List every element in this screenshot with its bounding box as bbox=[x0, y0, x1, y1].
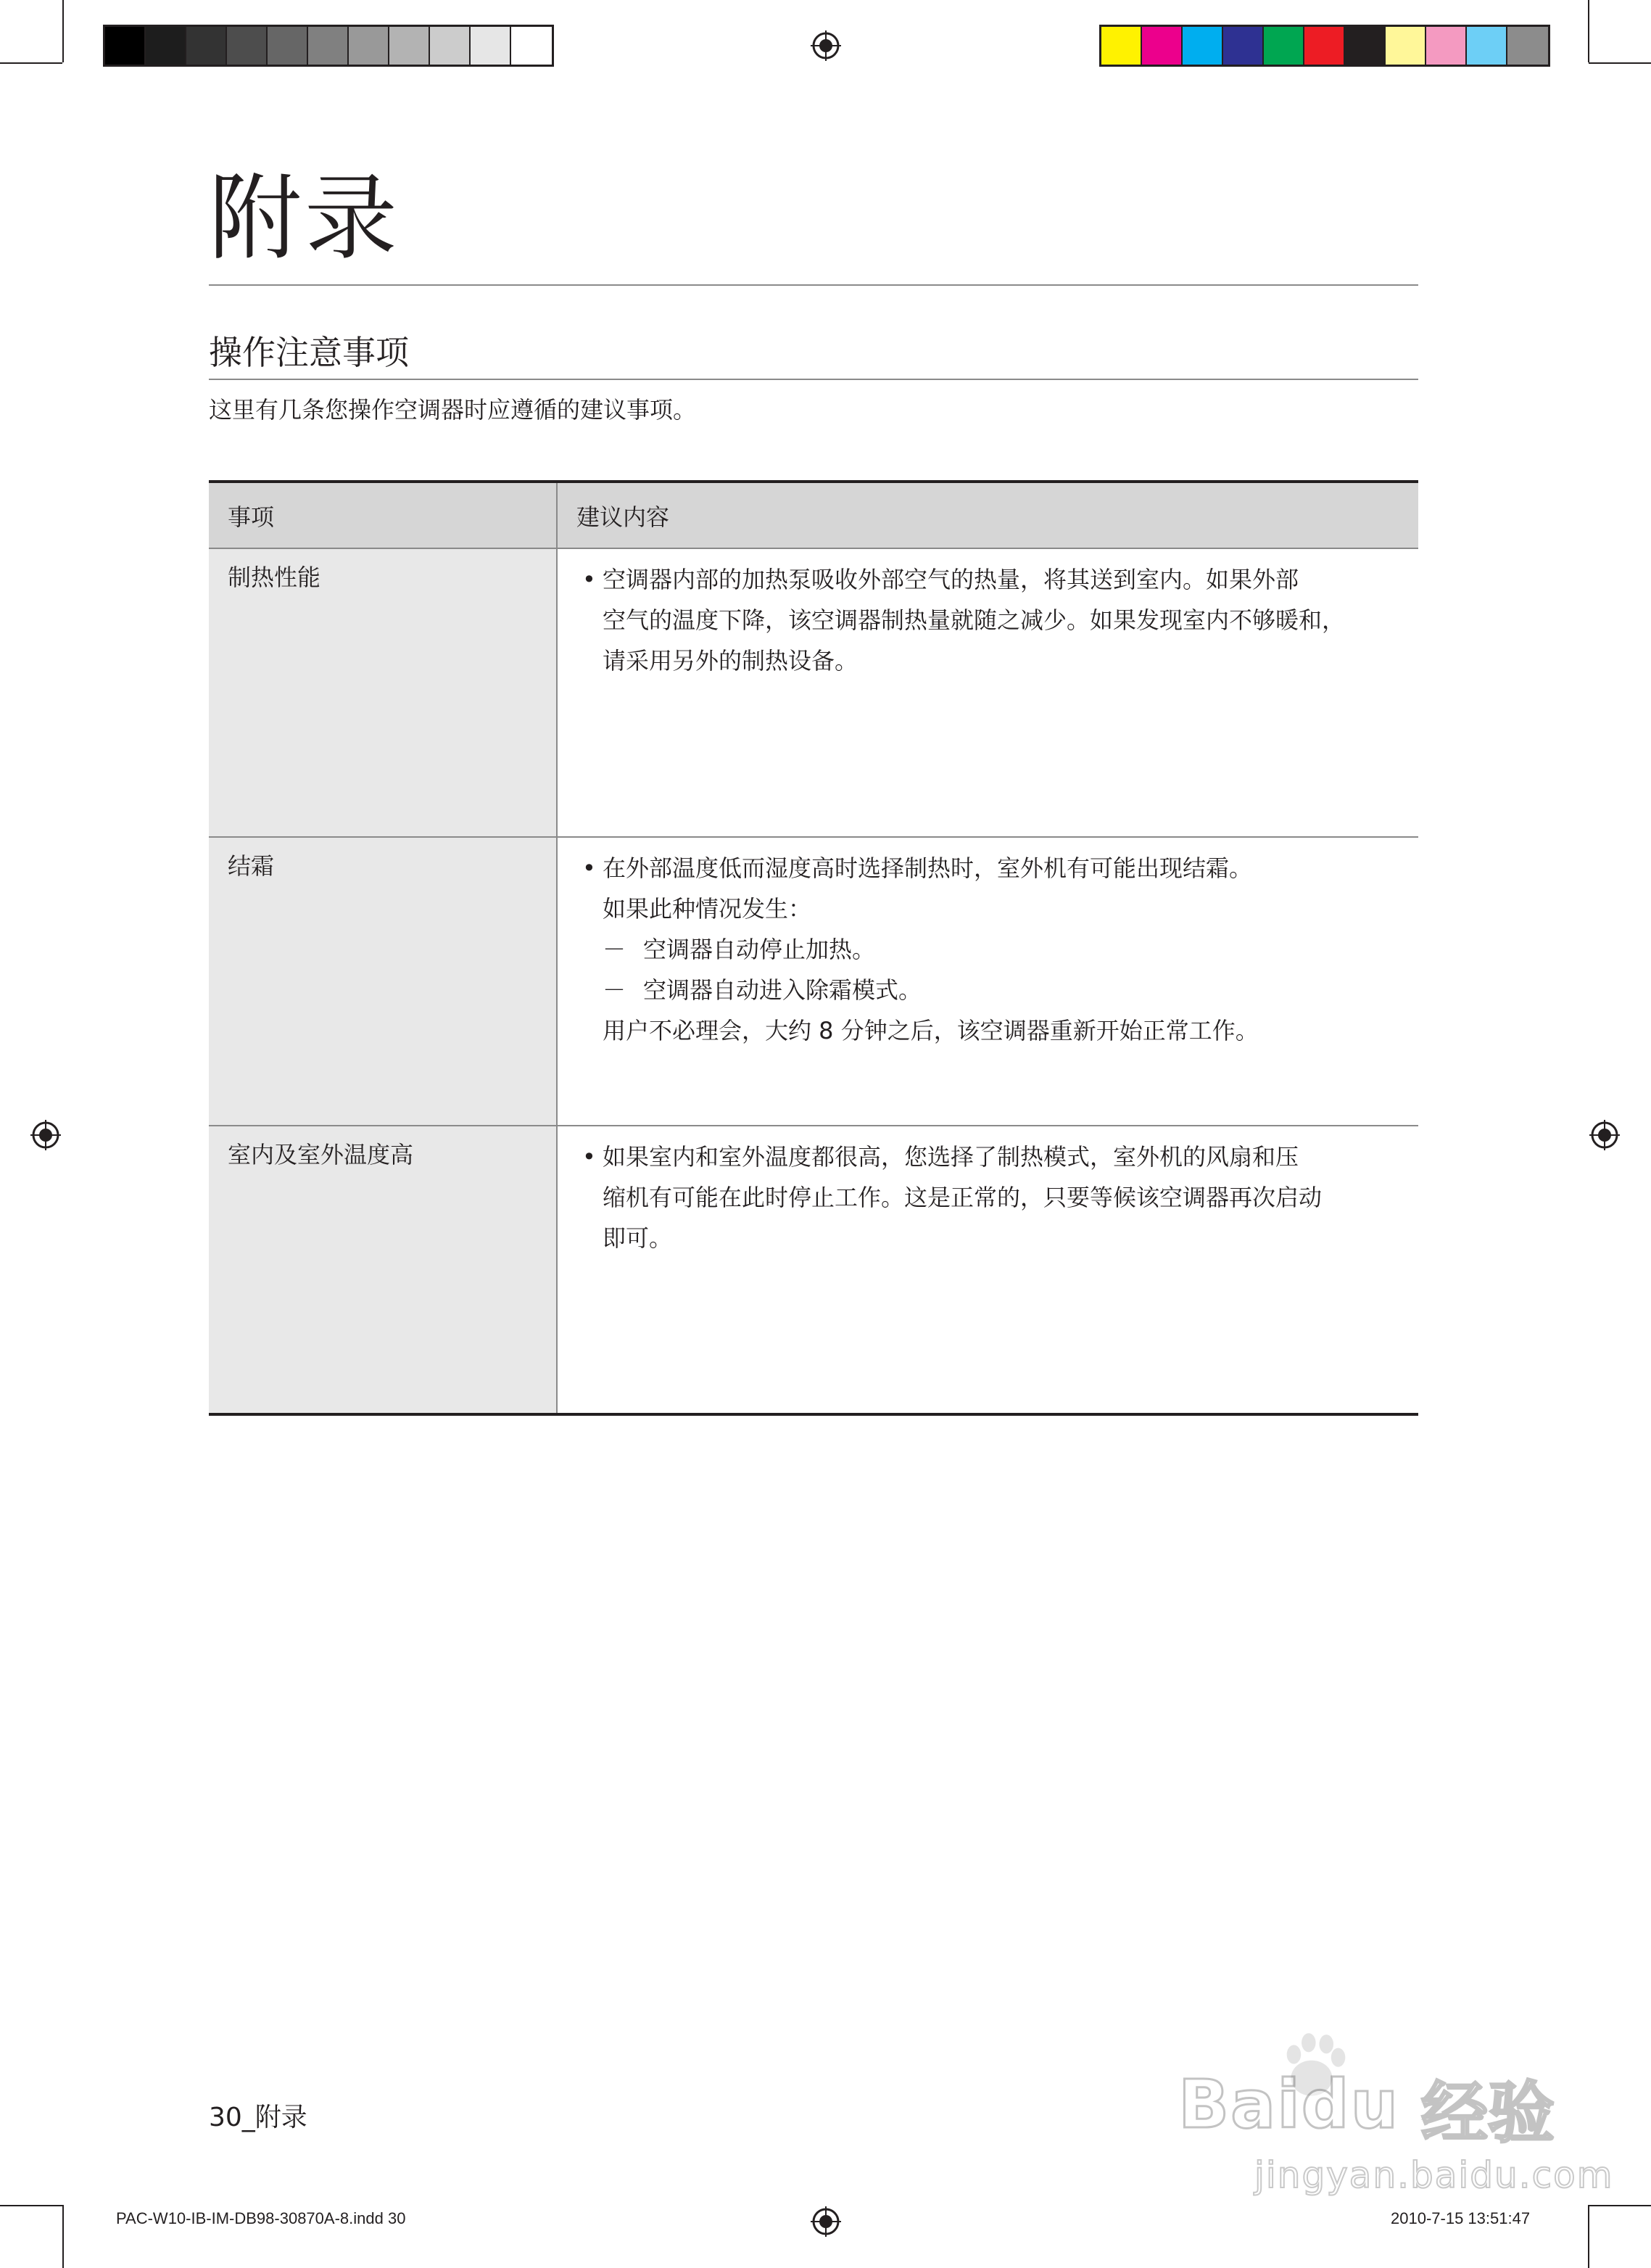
list-item-continuation: 请采用另外的制热设备。 bbox=[603, 647, 858, 675]
color-swatch bbox=[430, 27, 471, 65]
crop-mark bbox=[0, 2205, 62, 2206]
color-swatch bbox=[349, 27, 389, 65]
color-swatch bbox=[1142, 27, 1183, 65]
registration-mark-icon bbox=[30, 1120, 61, 1150]
bullet-icon: • bbox=[582, 854, 596, 882]
crop-mark bbox=[0, 62, 62, 64]
column-header-item: 事项 bbox=[209, 482, 557, 548]
crop-mark bbox=[1589, 62, 1651, 64]
color-swatch bbox=[1223, 27, 1264, 65]
color-swatch bbox=[1507, 27, 1548, 65]
list-item-continuation: 缩机有可能在此时停止工作。这是正常的，只要等候该空调器再次启动 bbox=[603, 1184, 1323, 1211]
row-item-high-temperature: 室内及室外温度高 bbox=[209, 1126, 557, 1414]
color-swatch bbox=[389, 27, 430, 65]
chapter-title: 附录 bbox=[209, 165, 401, 273]
table-row bbox=[209, 837, 1418, 1126]
color-swatch bbox=[146, 27, 186, 65]
dash-icon: － bbox=[603, 936, 626, 963]
color-swatch bbox=[186, 27, 227, 65]
crop-mark bbox=[1588, 2205, 1589, 2268]
color-swatch bbox=[105, 27, 146, 65]
row-item-frost: 结霜 bbox=[209, 837, 557, 1126]
watermark-url: jingyan.baidu.com bbox=[1254, 2154, 1614, 2196]
row-item-heating-performance: 制热性能 bbox=[209, 548, 557, 837]
sub-list-item: － 空调器自动进入除霜模式。 bbox=[582, 970, 1418, 1010]
color-swatch bbox=[471, 27, 511, 65]
column-header-advice: 建议内容 bbox=[557, 482, 1418, 548]
watermark-product: 经验 bbox=[1421, 2074, 1555, 2152]
section-title: 操作注意事项 bbox=[209, 333, 409, 372]
row-advice bbox=[557, 837, 1418, 1126]
crop-mark bbox=[62, 2205, 64, 2268]
crop-mark bbox=[1588, 0, 1589, 62]
list-item-continuation: 即可。 bbox=[603, 1224, 673, 1252]
list-item-continuation: 如果此种情况发生： bbox=[603, 895, 812, 923]
section-intro: 这里有几条您操作空调器时应遵循的建议事项。 bbox=[209, 396, 697, 424]
color-swatch bbox=[1264, 27, 1304, 65]
crop-mark bbox=[1589, 2205, 1651, 2206]
color-swatch bbox=[1426, 27, 1467, 65]
sub-list-item: － 空调器自动停止加热。 bbox=[582, 929, 1418, 970]
chapter-rule bbox=[209, 284, 1418, 286]
crop-mark bbox=[62, 0, 64, 62]
table-header-row bbox=[209, 482, 1418, 548]
table-row bbox=[209, 548, 1418, 837]
page-number-label: 30_附录 bbox=[209, 2103, 307, 2132]
color-swatch bbox=[268, 27, 308, 65]
color-swatch bbox=[1386, 27, 1426, 65]
list-item: • 在外部温度低而湿度高时选择制热时，室外机有可能出现结霜。 bbox=[582, 848, 1418, 888]
registration-mark-icon bbox=[811, 30, 841, 61]
color-swatch bbox=[1183, 27, 1223, 65]
row-advice bbox=[557, 1126, 1418, 1414]
bullet-icon: • bbox=[582, 1143, 596, 1171]
dash-icon: － bbox=[603, 976, 626, 1004]
color-swatch bbox=[1345, 27, 1386, 65]
color-swatch bbox=[511, 27, 552, 65]
registration-mark-icon bbox=[811, 2206, 841, 2237]
grayscale-color-bar bbox=[103, 25, 554, 67]
color-swatch bbox=[308, 27, 349, 65]
print-slug-timestamp: 2010-7-15 13:51:47 bbox=[1391, 2209, 1531, 2227]
list-item: • 如果室内和室外温度都很高，您选择了制热模式，室外机的风扇和压 bbox=[582, 1137, 1418, 1177]
registration-mark-icon bbox=[1589, 1120, 1620, 1150]
color-swatch bbox=[1101, 27, 1142, 65]
print-slug-filename: PAC-W10-IB-IM-DB98-30870A-8.indd 30 bbox=[116, 2209, 406, 2227]
section-rule bbox=[209, 379, 1418, 380]
color-swatch bbox=[1304, 27, 1345, 65]
table-row bbox=[209, 1126, 1418, 1414]
list-item-continuation: 空气的温度下降，该空调器制热量就随之减少。如果发现室内不够暖和， bbox=[603, 606, 1346, 634]
row-advice bbox=[557, 548, 1418, 837]
operation-notes-table bbox=[209, 480, 1418, 1416]
watermark-brand: Baidu bbox=[1178, 2066, 1400, 2143]
color-swatch bbox=[1467, 27, 1507, 65]
bullet-icon: • bbox=[582, 566, 596, 593]
list-item: • 空调器内部的加热泵吸收外部空气的热量，将其送到室内。如果外部 bbox=[582, 559, 1418, 600]
color-swatch bbox=[227, 27, 268, 65]
list-item-continuation: 用户不必理会，大约 8 分钟之后，该空调器重新开始正常工作。 bbox=[603, 1017, 1259, 1044]
process-color-bar bbox=[1099, 25, 1550, 67]
